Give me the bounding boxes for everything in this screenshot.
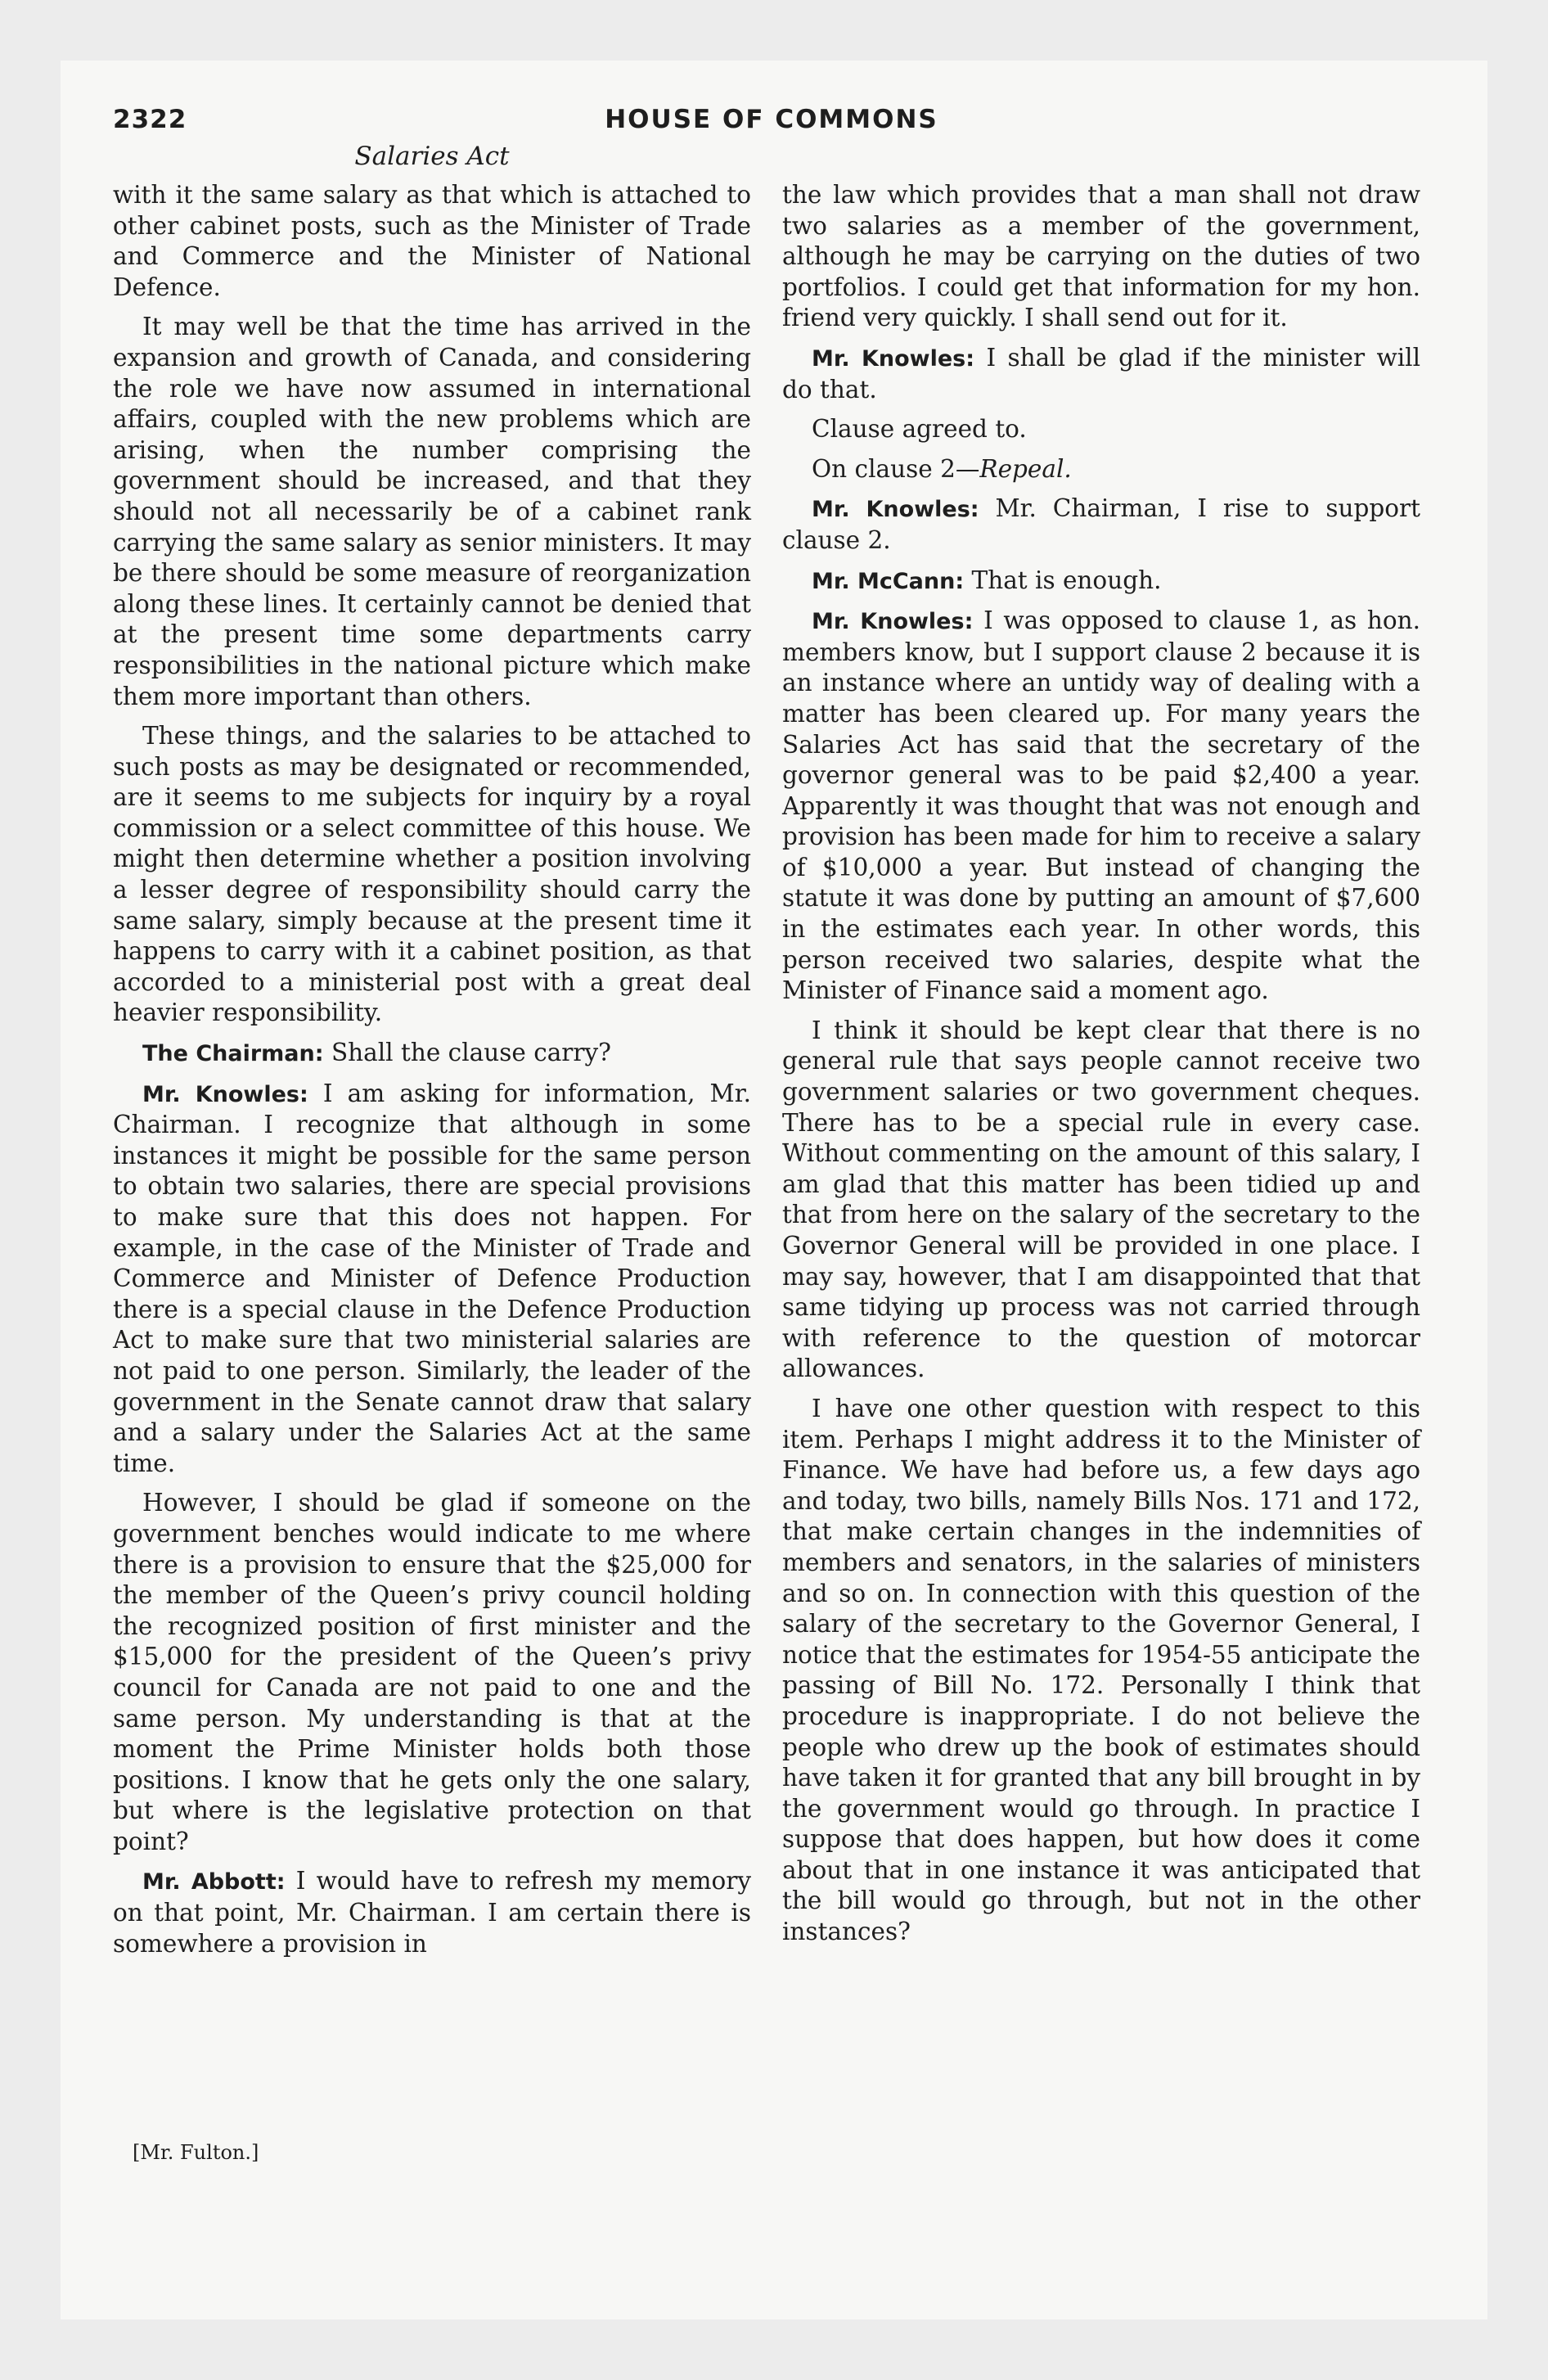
speech-paragraph: [782, 606, 1420, 1007]
speech-paragraph: [782, 343, 1420, 405]
procedural-note: Clause agreed to.: [812, 415, 1027, 444]
footer-speaker-note: [Mr. Fulton.]: [133, 2141, 259, 2164]
clause-prefix: On clause 2—: [812, 454, 980, 483]
document-page: [61, 61, 1487, 2319]
section-subhead: Salaries Act: [354, 142, 510, 171]
procedural-note: [782, 454, 1420, 485]
speaker-name: Mr. Knowles:: [812, 609, 974, 635]
speech-paragraph: [782, 566, 1420, 597]
speaker-name: Mr. Abbott:: [142, 1869, 286, 1895]
speech-text: I am asking for information, Mr. Chairman. I recognize that although in some instances it might be possible for the same person to obtain two salaries, there are special provisions to make sure that this does not happen. For example, in the case of the Minister of Trade and Commerce and Minister of Defence Production there is a special clause in the Defence Production Act to make sure that two ministerial salaries are not paid to one person. Similarly, the leader of the government in the Senate cannot draw that salary and a salary under the Salaries Act at the same time.: [113, 1079, 751, 1477]
clause-title: Repeal.: [979, 454, 1072, 483]
speaker-name: Mr. Knowles:: [142, 1081, 308, 1107]
speech-text: I was opposed to clause 1, as hon. members know, but I support clause 2 because it is an instance where an untidy way of dealing with a matter has been cleared up. For many years the Salaries Act has said that the secretary of the governor general was to be paid $2,400 a year. Apparently it was thought that was not enough and provision has been made for him to receive a salary of $10,000 a year. But instead of changing the statute it was done by putting an amount of $7,600 in the estimates each year. In other words, this person received two salaries, despite what the Minister of Finance said a moment ago.: [782, 606, 1420, 1005]
speaker-name: Mr. Knowles:: [812, 345, 975, 372]
page-header: [113, 105, 1430, 142]
page-number: 2322: [113, 105, 187, 134]
speech-text: That is enough.: [971, 566, 1162, 594]
speech-text: I shall be glad if the minister will do that.: [782, 343, 1421, 403]
paragraph: However, I should be glad if someone on the government benches would indicate to me where there is a provision to ensure that the $25,000 for the member of the Queen’s privy council holding the recognized position of first minister and the $15,000 for the president of the Queen’s privy council for Canada are not paid to one and the same person. My understanding is that at the moment the Prime Minister holds both those positions. I know that he gets only the one salary, but where is the legislative protection on that point?: [113, 1489, 751, 1855]
speaker-name: Mr. McCann:: [812, 568, 965, 594]
speaker-name: The Chairman:: [142, 1041, 324, 1067]
paragraph: I have one other question with respect to this item. Perhaps I might address it to the Minister of Finance. We have had before us, a few days ago and today, two bills, namely Bills Nos. 171 and 172, that make certain changes in the indemnities of members and senators, in the salaries of ministers and so on. In connection with this question of the salary of the secretary to the Governor General, I notice that the estimates for 1954-55 anticipate the passing of Bill No. 172. Personally I think that procedure is inappropriate. I do not believe the people who drew up the book of estimates should have taken it for granted that any bill brought in by the government would go through. In practice I suppose that does happen, but how does it come about that in one instance it was anticipated that the bill would go through, but not in the other instances?: [782, 1394, 1420, 1946]
speech-paragraph: [113, 1866, 751, 1959]
paragraph: I think it should be kept clear that there is no general rule that says people cannot receive two government salaries or two government cheques. There has to be a special rule in every case. Without commenting on the amount of this salary, I am glad that this matter has been tidied up and that from here on the salary of the secretary to the Governor General will be provided in one place. I may say, however, that I am disappointed that that same tidying up process was not carried through with reference to the question of motorcar allowances.: [782, 1016, 1420, 1383]
paragraph: It may well be that the time has arrived in the expansion and growth of Canada, and considering the role we have now assumed in international affairs, coupled with the new problems which are arising, when the number comprising the government should be increased, and that they should not all necessarily be of a cabinet rank carrying the same salary as senior ministers. It may be there should be some measure of reorganization along these lines. It certainly cannot be denied that at the present time some departments carry responsibilities in the national picture which make them more important than others.: [113, 313, 751, 710]
speech-paragraph: [113, 1038, 751, 1070]
paragraph: with it the same salary as that which is attached to other cabinet posts, such as the Minister of Trade and Commerce and the Minister of National Defence.: [113, 181, 751, 301]
speaker-name: Mr. Knowles:: [812, 497, 979, 523]
paragraph: the law which provides that a man shall not draw two salaries as a member of the government, although he may be carrying on the duties of two portfolios. I could get that information for my hon. friend very quickly. I shall send out for it.: [782, 181, 1420, 332]
speech-text: Shall the clause carry?: [331, 1039, 611, 1067]
speech-paragraph: [113, 1079, 751, 1480]
running-head: HOUSE OF COMMONS: [605, 105, 938, 134]
paragraph: These things, and the salaries to be attached to such posts as may be designated or recommended, are it seems to me subjects for inquiry by a royal commission or a select committee of this house. We might then determine whether a position involving a lesser degree of responsibility should carry the same salary, simply because at the present time it happens to carry with it a cabinet position, as that accorded to a ministerial post with a great deal heavier responsibility.: [113, 722, 751, 1027]
left-column: [113, 180, 751, 1968]
right-column: [782, 180, 1420, 1957]
speech-paragraph: [782, 494, 1420, 556]
speech-text: I would have to refresh my memory on that point, Mr. Chairman. I am certain there is somewhere a provision in: [113, 1867, 751, 1958]
speech-text: Mr. Chairman, I rise to support clause 2.: [782, 494, 1420, 554]
